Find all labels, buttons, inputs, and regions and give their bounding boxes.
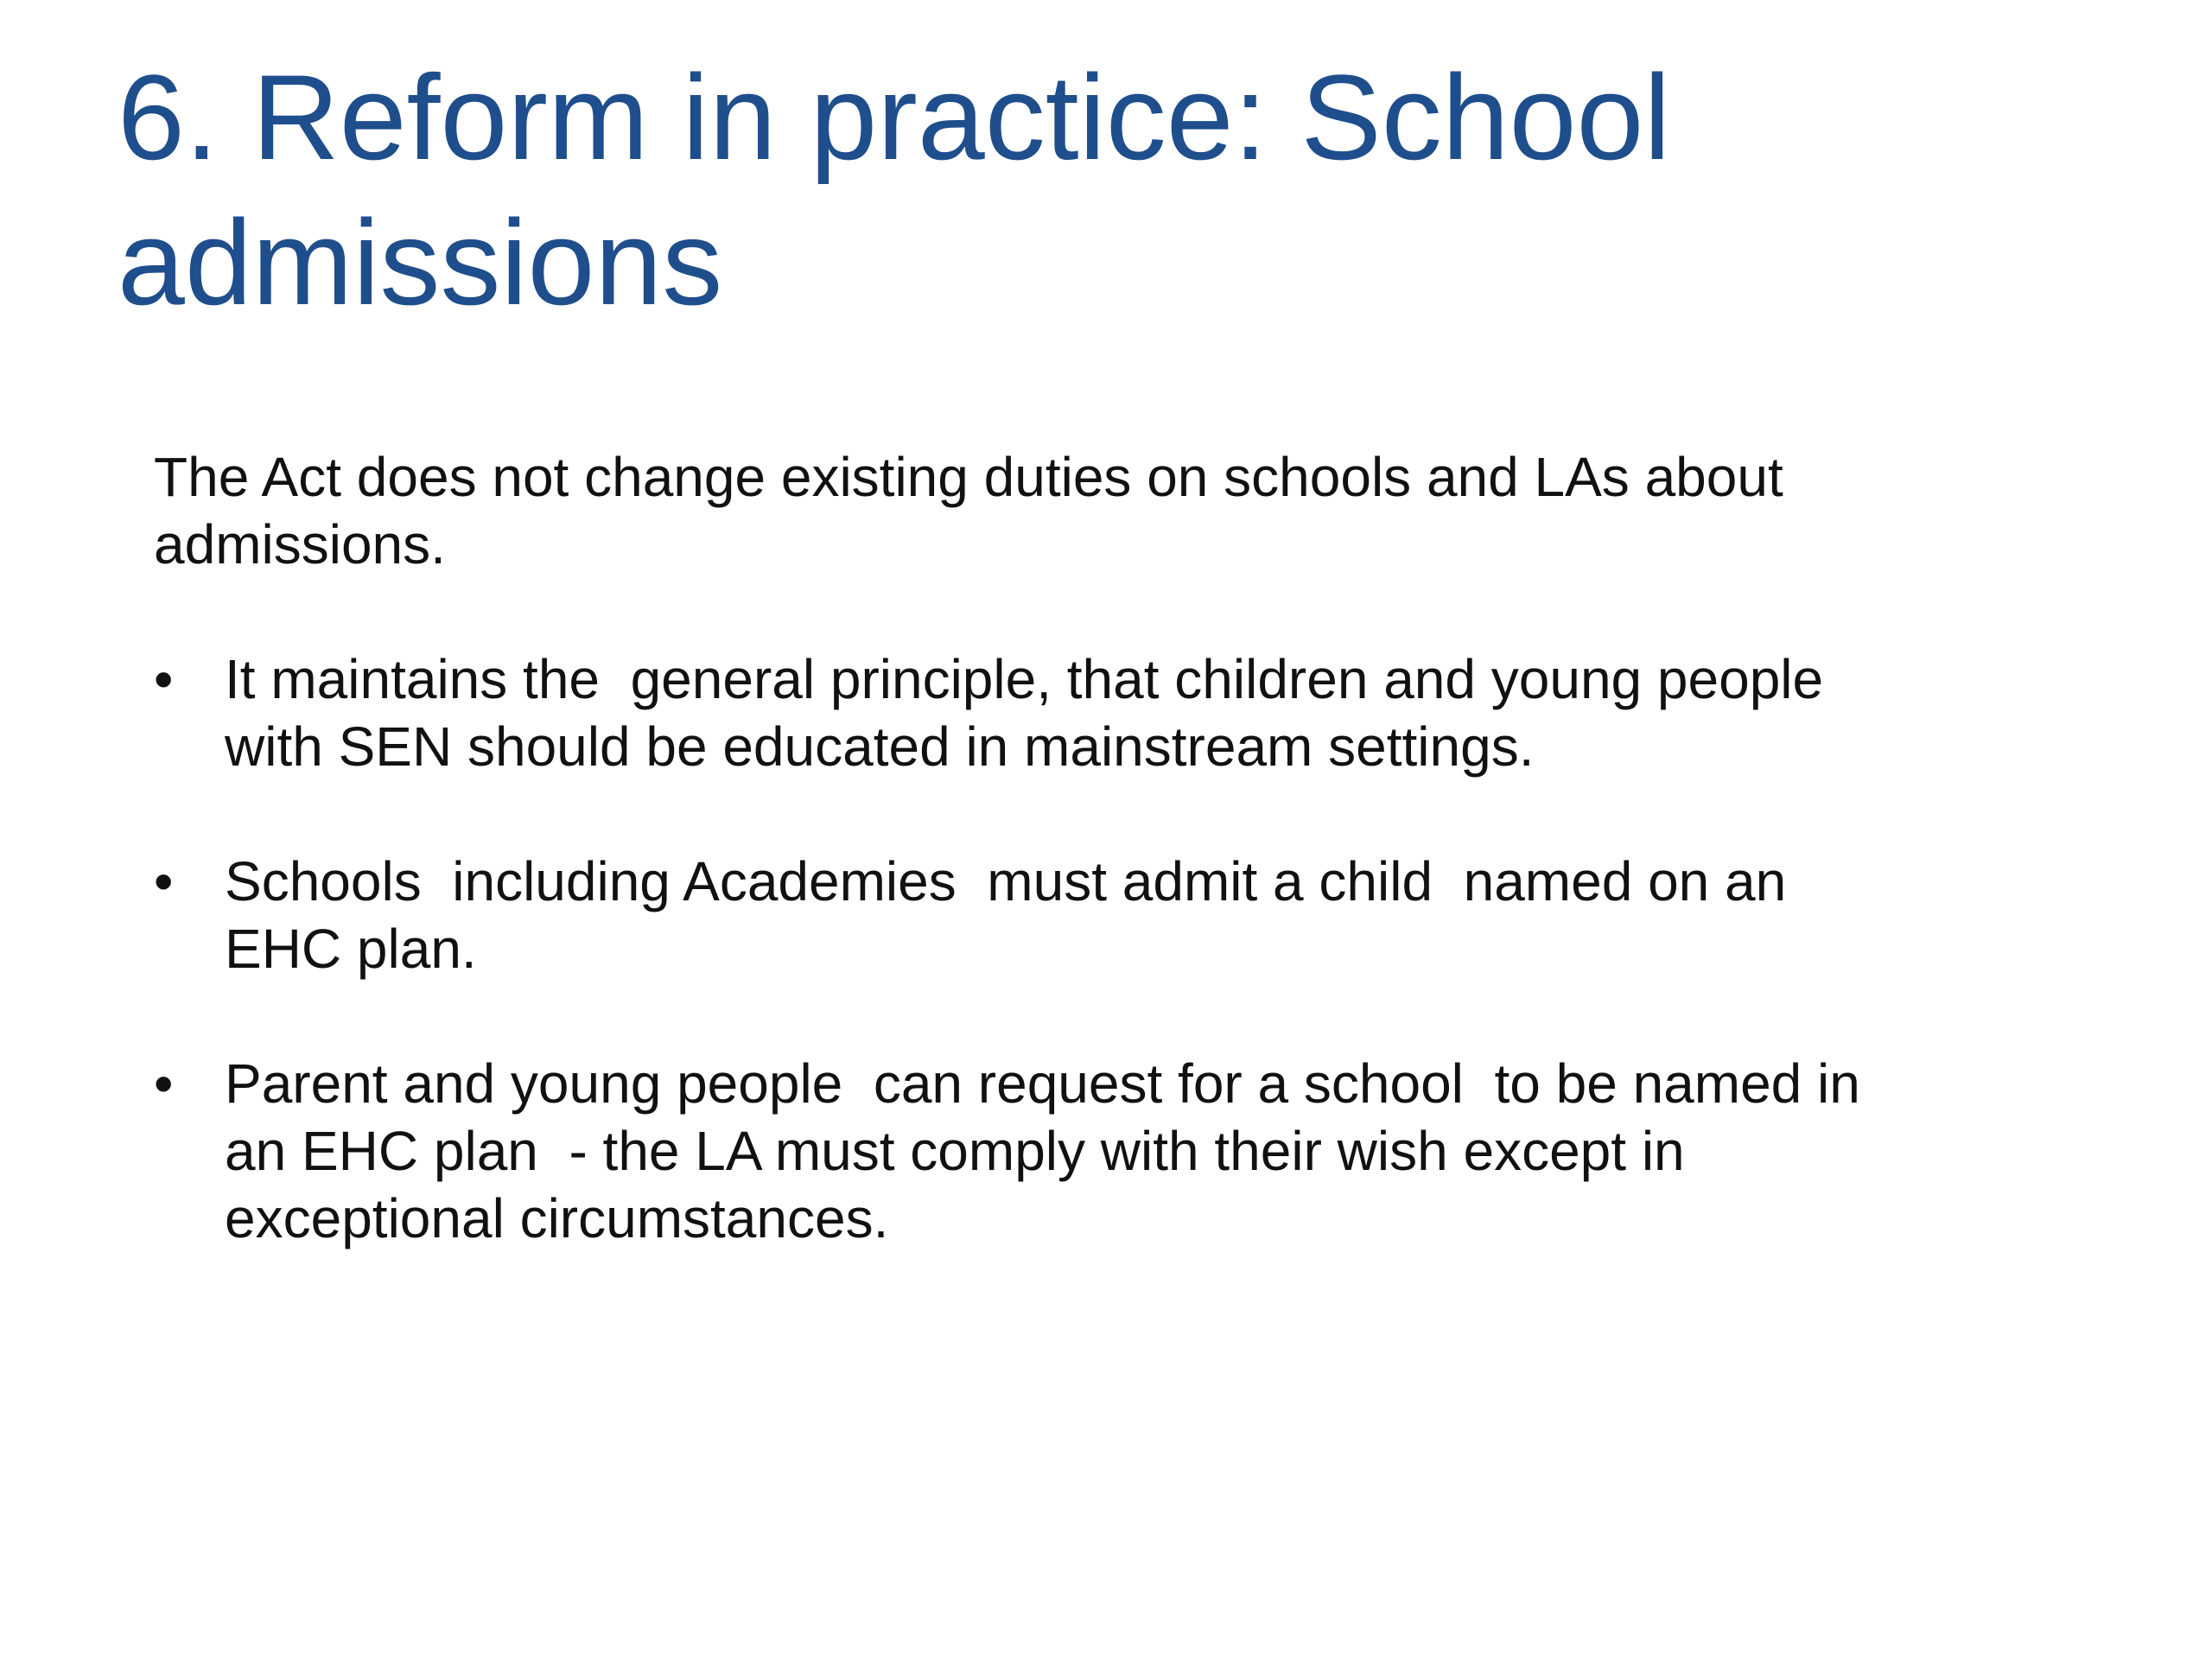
bullet-icon: • — [154, 648, 174, 710]
bullet-item — [154, 848, 2020, 982]
intro-paragraph: The Act does not change existing duties on schools and LAs about admissions. — [154, 446, 1783, 575]
bullet-icon: • — [154, 850, 174, 912]
bullet-icon: • — [154, 1052, 174, 1115]
bullet-list — [154, 645, 2020, 1252]
bullet-text: Parent and young people can request for a school to be named in an EHC plan - the LA must comply with their wish except in exceptional circumstances. — [225, 1052, 1860, 1249]
bullet-item — [154, 1050, 2020, 1252]
bullet-text: It maintains the general principle, that children and young people with SEN should be educated in mainstream settings. — [225, 648, 1824, 778]
slide-body — [154, 443, 2020, 1319]
slide-title: 6. Reform in practice: School admissions — [118, 49, 1671, 330]
bullet-text: Schools including Academies must admit a child named on an EHC plan. — [225, 850, 1787, 980]
bullet-item — [154, 645, 2020, 780]
